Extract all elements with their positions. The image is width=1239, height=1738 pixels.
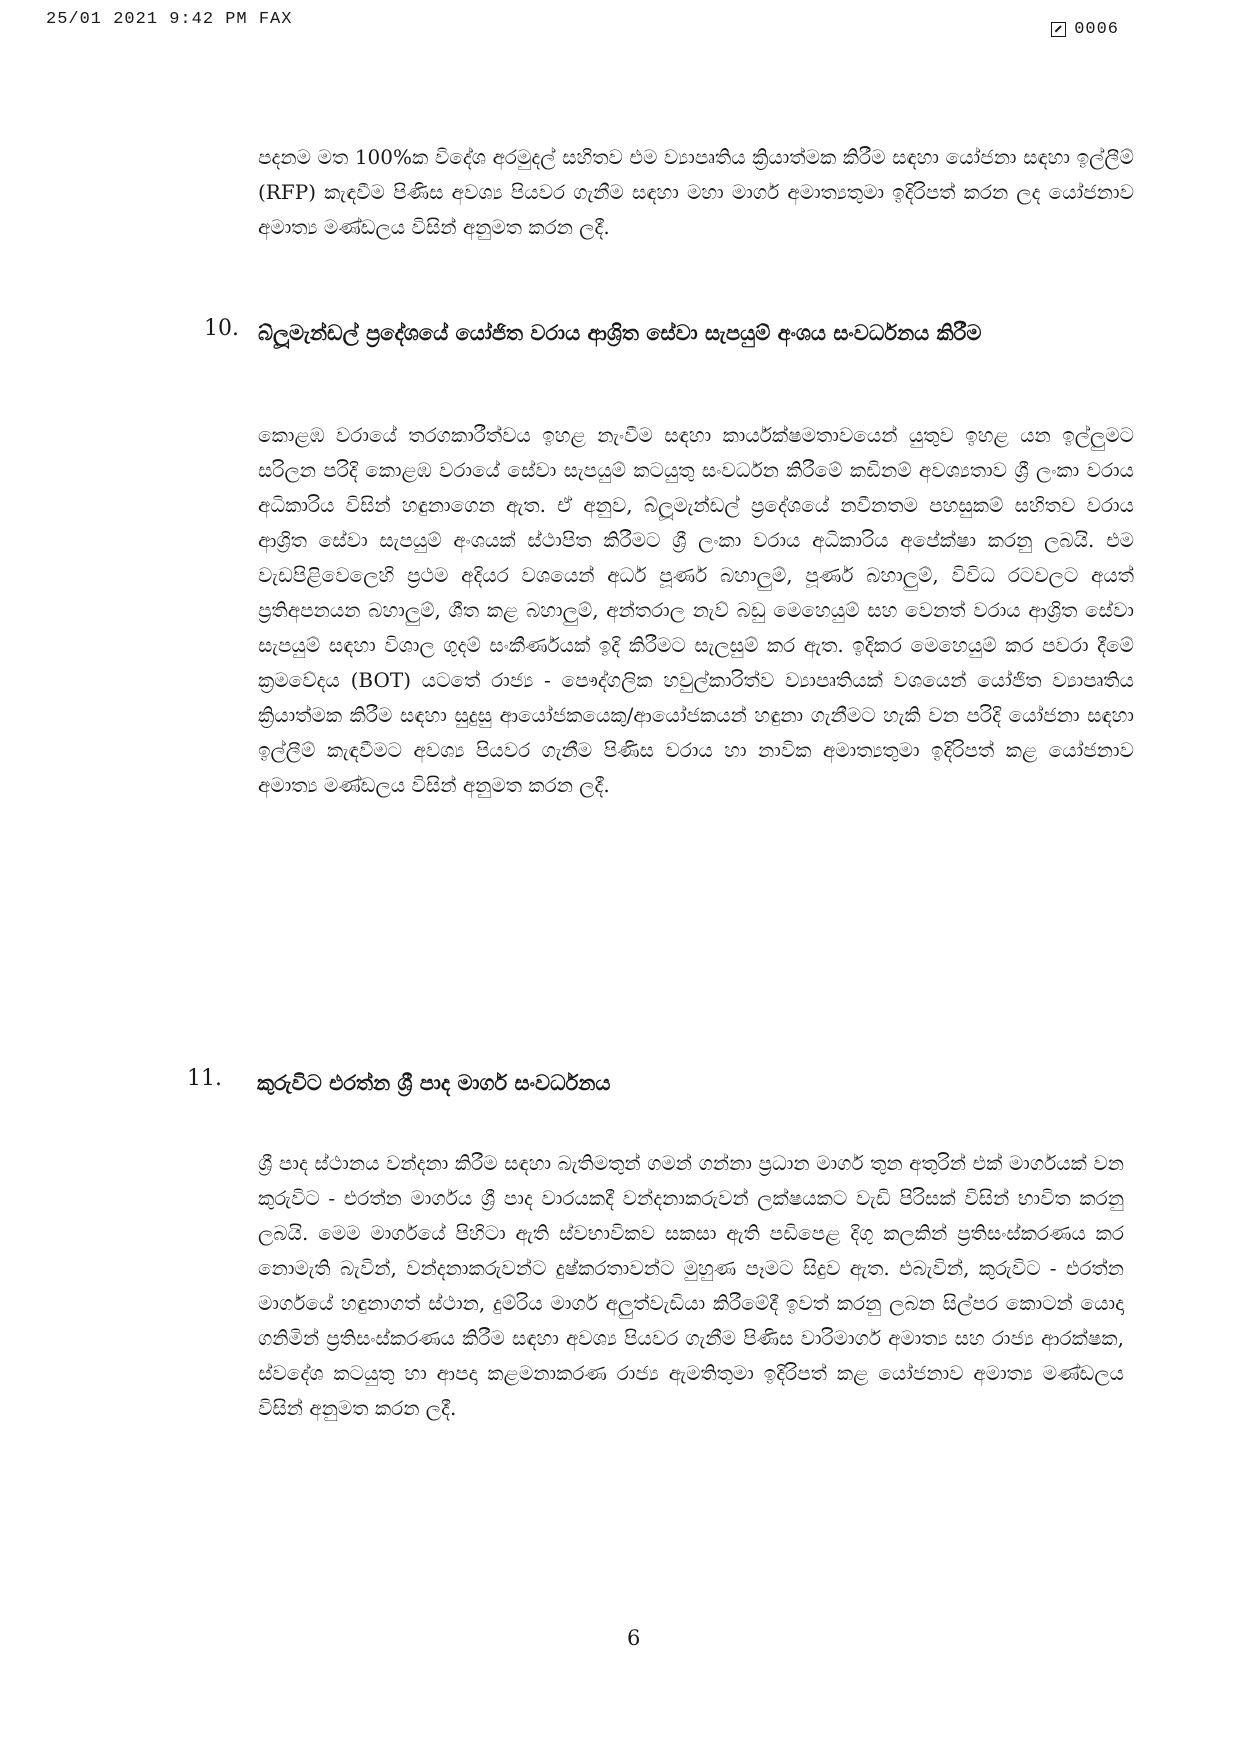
section-11-body: ශ්‍රී පාද ස්ථානය වන්දනා කිරීම සඳහා බැතිමතුන් ගමන් ගන්නා ප්‍රධාන මාර්ග තුන අතුරින් එක් මාර්ගයක් වන කුරුවිට - එරත්න මාර්ගය ශ්‍රී පාද වාරයකදී වන්දනාකරුවන් ලක්ෂයකට වැඩි පිරිසක් විසින් භාවිත කරනු ලබයි. මෙම මාර්ගයේ පිහිටා ඇති ස්වභාවිකව සකසා ඇති පඩිපෙළ දිගු කලකින් ප්‍රතිසංස්කරණය කර නොමැති බැවින්, වන්දනාකරුවන්ට දුෂ්කරතාවන්ට මුහුණ පෑමට සිදුව ඇත. එබැවින්, කුරුවිට - එරත්න මාර්ගයේ හඳුනාගත් ස්ථාන, දුම්රිය මාර්ග අලුත්වැඩියා කිරීමේදී ඉවත් කරනු ලබන සිල්පර කොටන් යොදා ගනිමින් ප්‍රතිසංස්කරණය කිරීම සඳහා අවශ්‍ය පියවර ගැනීම පිණිස වාරිමාර්ග අමාත්‍ය සහ රාජ්‍ය ආරක්ෂක, ස්වදේශ කටයුතු හා ආපදා කළමනාකරණ රාජ්‍ය ඇමතිතුමා ඉදිරිපත් කළ යෝජනාව අමාත්‍ය මණ්ඩලය විසින් අනුමත කරන ලදී. xyxy=(258,1151,1124,1420)
section-10-title: බ්ලූමැන්ඩල් ප්‍රදේශයේ යෝජිත වරාය ආශ්‍රිත සේවා සැපයුම් අංශය සංවර්ධනය කිරීම xyxy=(258,320,982,345)
fax-page-code xyxy=(1051,20,1119,39)
fax-header-datetime: 25/01 2021 9:42 PM FAX xyxy=(46,10,293,29)
fax-checkbox-icon xyxy=(1051,22,1066,37)
section-10-heading xyxy=(204,316,1144,350)
section-11-heading xyxy=(187,1066,1087,1100)
page-number: 6 xyxy=(627,1626,641,1650)
fax-page-code-text: 0006 xyxy=(1074,20,1119,39)
section-10-number: 10. xyxy=(204,316,239,341)
intro-paragraph: පදනම මත 100%ක විදේශ අරමුදල් සහිතව එම ව්‍යාපෘතිය ක්‍රියාත්මක කිරීම සඳහා යෝජනා සඳහා ඉල්ලීම් (RFP) කැඳවීම පිණිස අවශ්‍ය පියවර ගැනීම සඳහා මහා මාර්ග අමාත්‍යතුමා ඉදිරිපත් කරන ලද යෝජනාව අමාත්‍ය මණ්ඩලය විසින් අනුමත කරන ලදී. xyxy=(258,145,1134,239)
section-11-number: 11. xyxy=(187,1066,222,1091)
section-11-title: කුරුවිට එරත්න ශ්‍රී පාද මාර්ග සංවර්ධනය xyxy=(257,1070,611,1095)
section-10-body: කොළඹ වරායේ තරගකාරීත්වය ඉහළ නැංවීම සඳහා කාර්යක්ෂමතාවයෙන් යුතුව ඉහළ යන ඉල්ලුමට සරිලන පරිදි කොළඹ වරායේ සේවා සැපයුම් කටයුතු සංවර්ධන කිරීමේ කඩිනම් අවශ්‍යතාව ශ්‍රී ලංකා වරාය අධිකාරිය විසින් හඳුනාගෙන ඇත. ඒ අනුව, බ්ලූමැන්ඩල් ප්‍රදේශයේ නවීනතම පහසුකම් සහිතව වරාය ආශ්‍රිත සේවා සැපයුම් අංශයක් ස්ථාපිත කිරීමට ශ්‍රී ලංකා වරාය අධිකාරිය අපේක්ෂා කරනු ලබයි. එම වැඩපිළිවෙලෙහි ප්‍රථම අදියර වශයෙන් අර්ධ පූර්ණ බහාලුම්, පූර්ණ බහාලුම්, විවිධ රටවලට අයත් ප්‍රතිඅපනයන බහාලුම්, ශීත කළ බහාලුම්, අන්තරාල නැව් බඩු මෙහෙයුම් සහ වෙනත් වරාය ආශ්‍රිත සේවා සැපයුම් සඳහා විශාල ගුදම් සංකීර්ණයක් ඉදි කිරීමට සැලසුම් කර ඇත. ඉදිකර මෙහෙයුම් කර පවරා දීමේ ක්‍රමවේදය (BOT) යටතේ රාජ්‍ය - පෞද්ගලික හවුල්කාරිත්ව ව්‍යාපෘතියක් වශයෙන් යෝජිත ව්‍යාපෘතිය ක්‍රියාත්මක කිරීම සඳහා සුදුසු ආයෝජකයෙකු/ආයෝජකයන් හඳුනා ගැනීමට හැකි වන පරිදි යෝජනා සඳහා ඉල්ලීම් කැඳවීමට අවශ්‍ය පියවර ගැනීම පිණිස වරාය හා නාවික අමාත්‍යතුමා ඉදිරිපත් කළ යෝජනාව අමාත්‍ය මණ්ඩලය විසින් අනුමත කරන ලදී. xyxy=(258,423,1134,797)
